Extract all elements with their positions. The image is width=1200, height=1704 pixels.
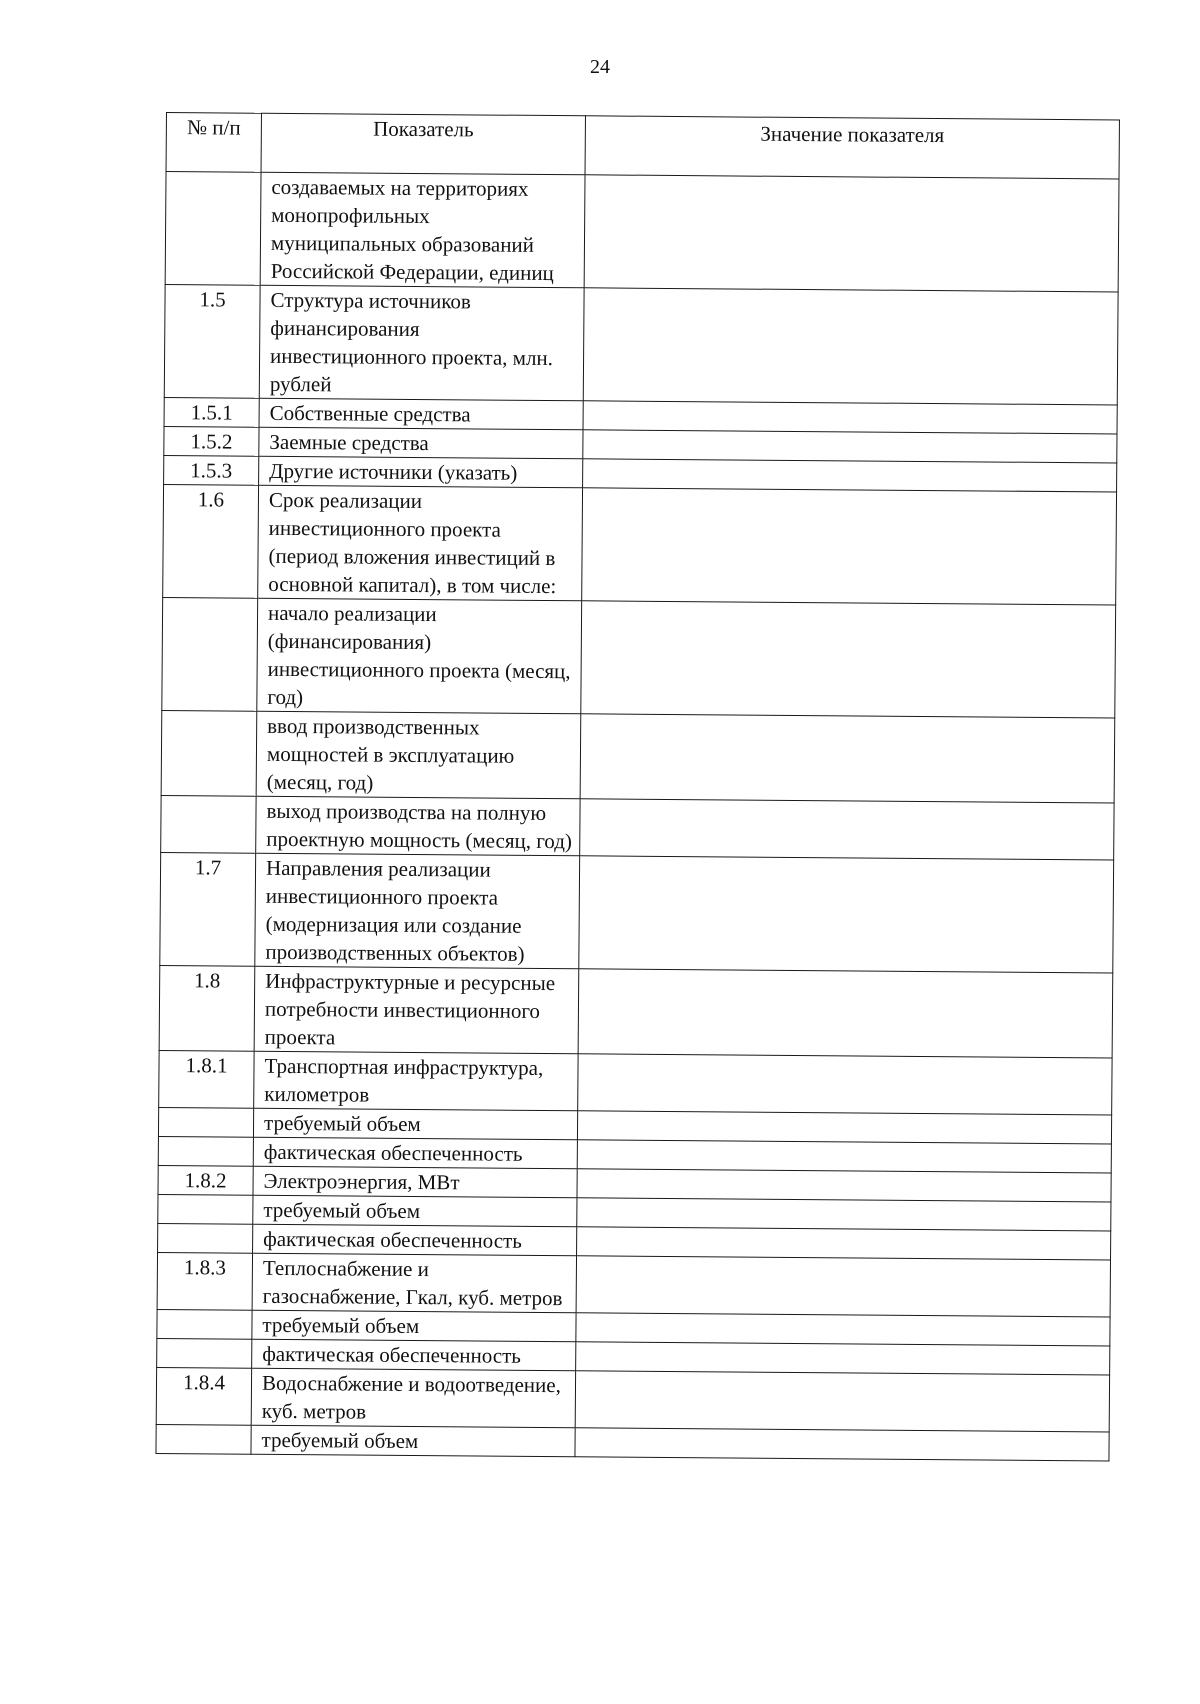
row-number: 1.8.1: [159, 1050, 254, 1108]
row-value[interactable]: [583, 459, 1117, 492]
row-number: [158, 1136, 253, 1166]
row-indicator: начало реализации (финансирования) инвестиционного проекта (месяц, год): [257, 598, 582, 714]
row-value[interactable]: [577, 1140, 1111, 1173]
row-value[interactable]: [583, 288, 1118, 405]
row-indicator: требуемый объем: [253, 1108, 577, 1140]
row-value[interactable]: [583, 430, 1117, 463]
row-indicator: Водоснабжение и водоотведение, куб. метров: [251, 1368, 575, 1428]
row-number: [158, 1194, 253, 1224]
row-indicator: требуемый объем: [251, 1425, 575, 1457]
row-number: [157, 1309, 252, 1339]
row-number: [165, 172, 261, 286]
row-value[interactable]: [576, 1342, 1110, 1375]
row-number: 1.5: [164, 284, 260, 398]
row-value[interactable]: [575, 1371, 1109, 1432]
table-row: [159, 1050, 1112, 1114]
table-row: [157, 1252, 1110, 1316]
table-row: [161, 710, 1115, 802]
row-indicator: требуемый объем: [252, 1310, 576, 1342]
row-value[interactable]: [578, 969, 1113, 1058]
row-indicator: ввод производственных мощностей в эксплуатацию (месяц, год): [256, 711, 581, 799]
row-number: [161, 710, 257, 796]
row-number: 1.5.1: [164, 397, 259, 427]
row-number: [157, 1338, 252, 1368]
row-number: 1.8.4: [156, 1367, 251, 1425]
row-number: [158, 1223, 253, 1253]
row-indicator: Структура источников финансирования инвестиционного проекта, млн. рублей: [259, 285, 584, 401]
row-value[interactable]: [577, 1111, 1111, 1144]
row-indicator: Электроэнергия, МВт: [253, 1166, 577, 1198]
row-value[interactable]: [576, 1256, 1110, 1317]
row-indicator: выход производства на полную проектную мощность (месяц, год): [256, 796, 580, 856]
row-value[interactable]: [581, 601, 1116, 718]
row-value[interactable]: [582, 488, 1117, 605]
row-value[interactable]: [579, 856, 1114, 973]
row-number: 1.8: [159, 965, 255, 1051]
row-number: [158, 1107, 253, 1137]
row-indicator: Срок реализации инвестиционного проекта (период вложения инвестиций в основной капитал), в том числе:: [258, 485, 583, 601]
row-value[interactable]: [580, 799, 1114, 860]
row-indicator: фактическая обеспеченность: [253, 1224, 577, 1256]
row-number: 1.5.3: [164, 455, 259, 485]
row-indicator: Направления реализации инвестиционного проекта (модернизация или создание производственных объектов): [255, 853, 580, 969]
header-indicator: Показатель: [261, 113, 585, 175]
row-number: [162, 597, 258, 711]
row-number: [156, 1424, 251, 1454]
row-number: [161, 795, 256, 853]
row-indicator: Инфраструктурные и ресурсные потребности инвестиционного проекта: [254, 966, 579, 1054]
page-number: 24: [590, 56, 610, 78]
table-row: [164, 284, 1118, 404]
row-value[interactable]: [576, 1313, 1110, 1346]
header-number: № п/п: [166, 113, 261, 173]
header-value: Значение показателя: [585, 116, 1119, 179]
row-value[interactable]: [577, 1169, 1111, 1202]
row-number: 1.5.2: [164, 426, 259, 456]
row-value[interactable]: [584, 175, 1119, 292]
row-number: 1.8.3: [157, 1252, 252, 1310]
table-row: [165, 172, 1119, 292]
row-value[interactable]: [580, 714, 1115, 803]
row-indicator: Другие источники (указать): [259, 456, 583, 488]
table-row: [156, 1367, 1109, 1431]
row-indicator: Транспортная инфраструктура, километров: [254, 1051, 578, 1111]
indicator-table: [155, 112, 1120, 1461]
table-header-row: [166, 113, 1119, 179]
row-number: 1.8.2: [158, 1165, 253, 1195]
row-value[interactable]: [583, 401, 1117, 434]
row-indicator: фактическая обеспеченность: [252, 1339, 576, 1371]
row-indicator: Собственные средства: [259, 398, 583, 430]
row-indicator: требуемый объем: [253, 1195, 577, 1227]
table-row: [163, 484, 1117, 604]
row-number: 1.6: [163, 484, 259, 598]
row-indicator: Теплоснабжение и газоснабжение, Гкал, куб. метров: [252, 1253, 576, 1313]
table-row: [156, 1424, 1109, 1460]
row-indicator: фактическая обеспеченность: [253, 1137, 577, 1169]
table-row: [160, 852, 1114, 972]
table-row: [161, 795, 1114, 859]
row-number: 1.7: [160, 852, 256, 966]
table-row: [162, 597, 1116, 717]
row-value[interactable]: [577, 1198, 1111, 1231]
table-row: [159, 965, 1113, 1057]
row-value[interactable]: [577, 1227, 1111, 1260]
row-value[interactable]: [578, 1054, 1112, 1115]
row-value[interactable]: [575, 1428, 1109, 1461]
row-indicator: Заемные средства: [259, 427, 583, 459]
row-indicator: создаваемых на территориях монопрофильных муниципальных образований Российской Федерации, единиц: [260, 172, 585, 288]
